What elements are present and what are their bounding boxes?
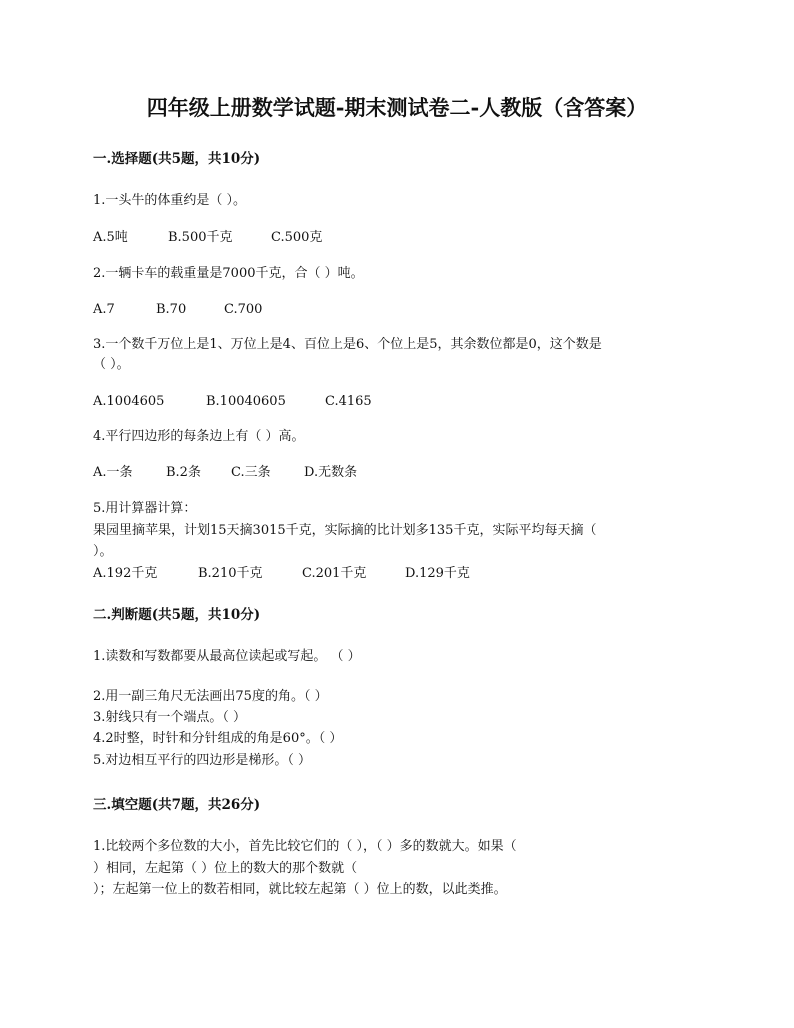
question-text: 1.比较两个多位数的大小，首先比较它们的（ ），（ ）多的数就大。如果（ [93, 839, 517, 854]
section-heading-choice: 一.选择题(共5题，共10分) [93, 151, 261, 167]
option: B.210千克 [198, 566, 263, 581]
option: A.5吨 [93, 230, 128, 245]
section-heading-judgement: 二.判断题(共5题，共10分) [93, 607, 261, 623]
question-text: 3.一个数千万位上是1、万位上是4、百位上是6、个位上是5，其余数位都是0，这个数是 [93, 337, 602, 352]
question-text: ）；左起第一位上的数若相同，就比较左起第（ ）位上的数，以此类推。 [93, 882, 507, 897]
option: C.700 [224, 302, 263, 317]
option: A.192千克 [93, 566, 158, 581]
option: C.三条 [231, 465, 271, 480]
option: C.4165 [325, 394, 372, 409]
judgement-item: 4.2时整，时针和分针组成的角是60°。（ ） [93, 731, 343, 746]
judgement-item: 3.射线只有一个端点。（ ） [93, 710, 247, 725]
question-text: 2.一辆卡车的载重量是7000千克，合（ ）吨。 [93, 266, 364, 281]
question-text: （ ）。 [93, 357, 130, 372]
option: B.2条 [166, 465, 201, 480]
judgement-item: 5.对边相互平行的四边形是梯形。（ ） [93, 753, 312, 768]
option: B.10040605 [206, 394, 286, 409]
option: C.201千克 [302, 566, 367, 581]
question-text: ）。 [93, 544, 113, 559]
document-title: 四年级上册数学试题-期末测试卷二-人教版（含答案） [146, 95, 648, 120]
option: C.500克 [271, 230, 323, 245]
option: A.1004605 [93, 394, 165, 409]
option: A.7 [93, 302, 115, 317]
option: D.129千克 [405, 566, 470, 581]
question-text: ）相同，左起第（ ）位上的数大的那个数就（ [93, 861, 358, 876]
section-heading-fill: 三.填空题(共7题，共26分) [93, 797, 261, 813]
question-text: 果园里摘苹果，计划15天摘3015千克，实际摘的比计划多135千克，实际平均每天摘（ [93, 523, 597, 538]
option: D.无数条 [304, 465, 358, 480]
judgement-item: 2.用一副三角尺无法画出75度的角。（ ） [93, 689, 328, 704]
option: B.70 [156, 302, 187, 317]
question-text: 4.平行四边形的每条边上有（ ）高。 [93, 429, 305, 444]
option: A.一条 [93, 465, 133, 480]
question-text: 5.用计算器计算： [93, 501, 197, 516]
question-text: 1.一头牛的体重约是（ ）。 [93, 193, 247, 208]
judgement-item: 1.读数和写数都要从最高位读起或写起。 （ ） [93, 649, 361, 664]
option: B.500千克 [168, 230, 233, 245]
